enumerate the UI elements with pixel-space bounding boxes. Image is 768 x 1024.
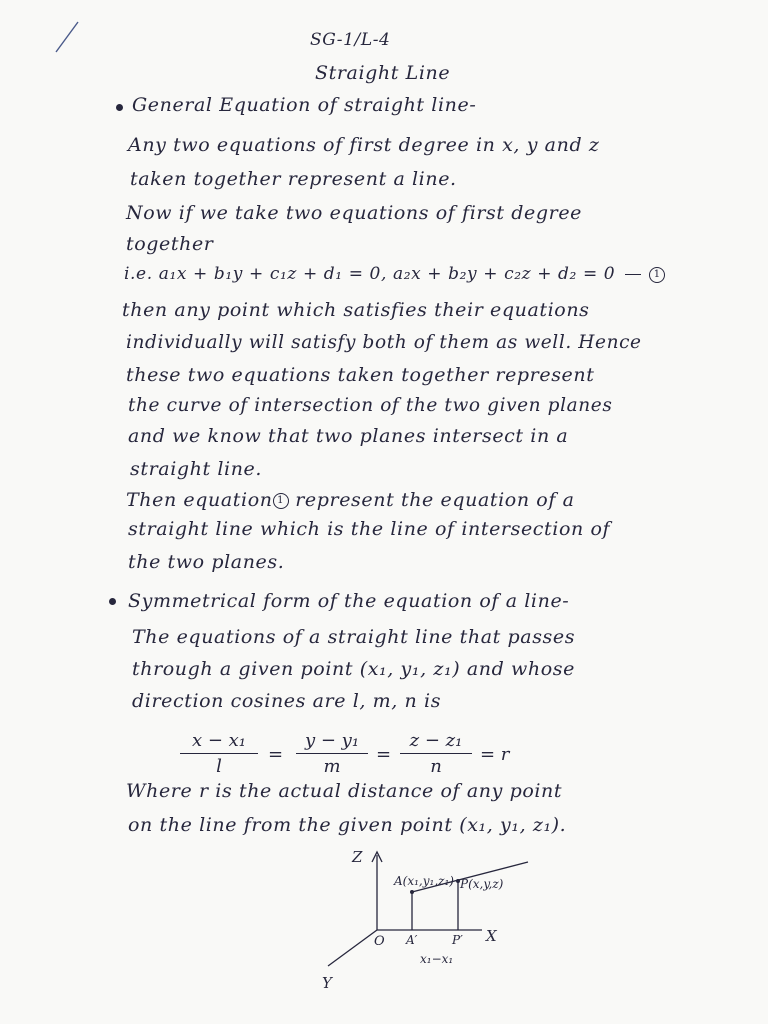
- tick-mark-icon: [0, 0, 120, 80]
- text-line: straight line which is the line of intersection of: [128, 518, 611, 540]
- text-line: together: [126, 233, 214, 255]
- text-line: taken together represent a line.: [130, 168, 457, 190]
- equation-number: 1: [273, 493, 289, 509]
- then-text: Then equation: [126, 489, 273, 511]
- page-title: Straight Line: [315, 62, 451, 84]
- x-label: X: [486, 927, 497, 945]
- a-prime-label: A′: [406, 933, 418, 947]
- text-line: direction cosines are l, m, n is: [132, 690, 442, 712]
- z-label: Z: [352, 848, 363, 866]
- equation-text: i.e. a₁x + b₁y + c₁z + d₁ = 0, a₂x + b₂y + c₂z + d₂ = 0: [124, 264, 616, 284]
- point-a-label: A(x₁,y₁,z₁): [394, 874, 454, 888]
- text-line: Now if we take two equations of first degree: [126, 202, 583, 224]
- formula-rhs: = r: [480, 744, 510, 765]
- denominator: l: [216, 756, 222, 777]
- text-line: straight line.: [130, 458, 263, 480]
- point-a: [410, 890, 414, 894]
- y-label: Y: [322, 974, 332, 992]
- text-line: the two planes.: [128, 551, 285, 573]
- point-p-label: P(x,y,z): [460, 877, 504, 891]
- y-axis: [328, 930, 377, 966]
- p-prime-label: P′: [452, 933, 463, 947]
- text-line: individually will satisfy both of them as well. Hence: [126, 332, 642, 353]
- then-tail: represent the equation of a: [288, 489, 575, 511]
- text-line: the curve of intersection of the two given planes: [128, 395, 613, 416]
- equals-sign: =: [268, 744, 284, 765]
- numerator: x − x₁: [191, 730, 247, 751]
- text-line: these two equations taken together represent: [126, 364, 595, 386]
- numerator: z − z₁: [409, 730, 463, 751]
- page-code: SG-1/L-4: [310, 30, 391, 50]
- denominator: m: [323, 756, 341, 777]
- origin-label: O: [374, 934, 385, 949]
- section-heading: Symmetrical form of the equation of a line-: [128, 590, 570, 612]
- text-line: Any two equations of first degree in x, y and z: [128, 134, 600, 156]
- denominator: n: [430, 756, 442, 777]
- equals-sign: =: [376, 744, 392, 765]
- text-line: Where r is the actual distance of any point: [126, 780, 563, 802]
- text-line: The equations of a straight line that passes: [132, 626, 576, 648]
- text-line: through a given point (x₁, y₁, z₁) and whose: [132, 658, 575, 680]
- equation-number: 1: [649, 267, 665, 283]
- numerator: y − y₁: [304, 730, 360, 751]
- text-line: and we know that two planes intersect in a: [128, 425, 569, 447]
- text-line: on the line from the given point (x₁, y₁, z₁).: [128, 814, 567, 836]
- text-line: then any point which satisfies their equations: [122, 299, 590, 321]
- difference-label: x₁−x₁: [420, 952, 454, 966]
- section-heading: General Equation of straight line-: [132, 94, 477, 116]
